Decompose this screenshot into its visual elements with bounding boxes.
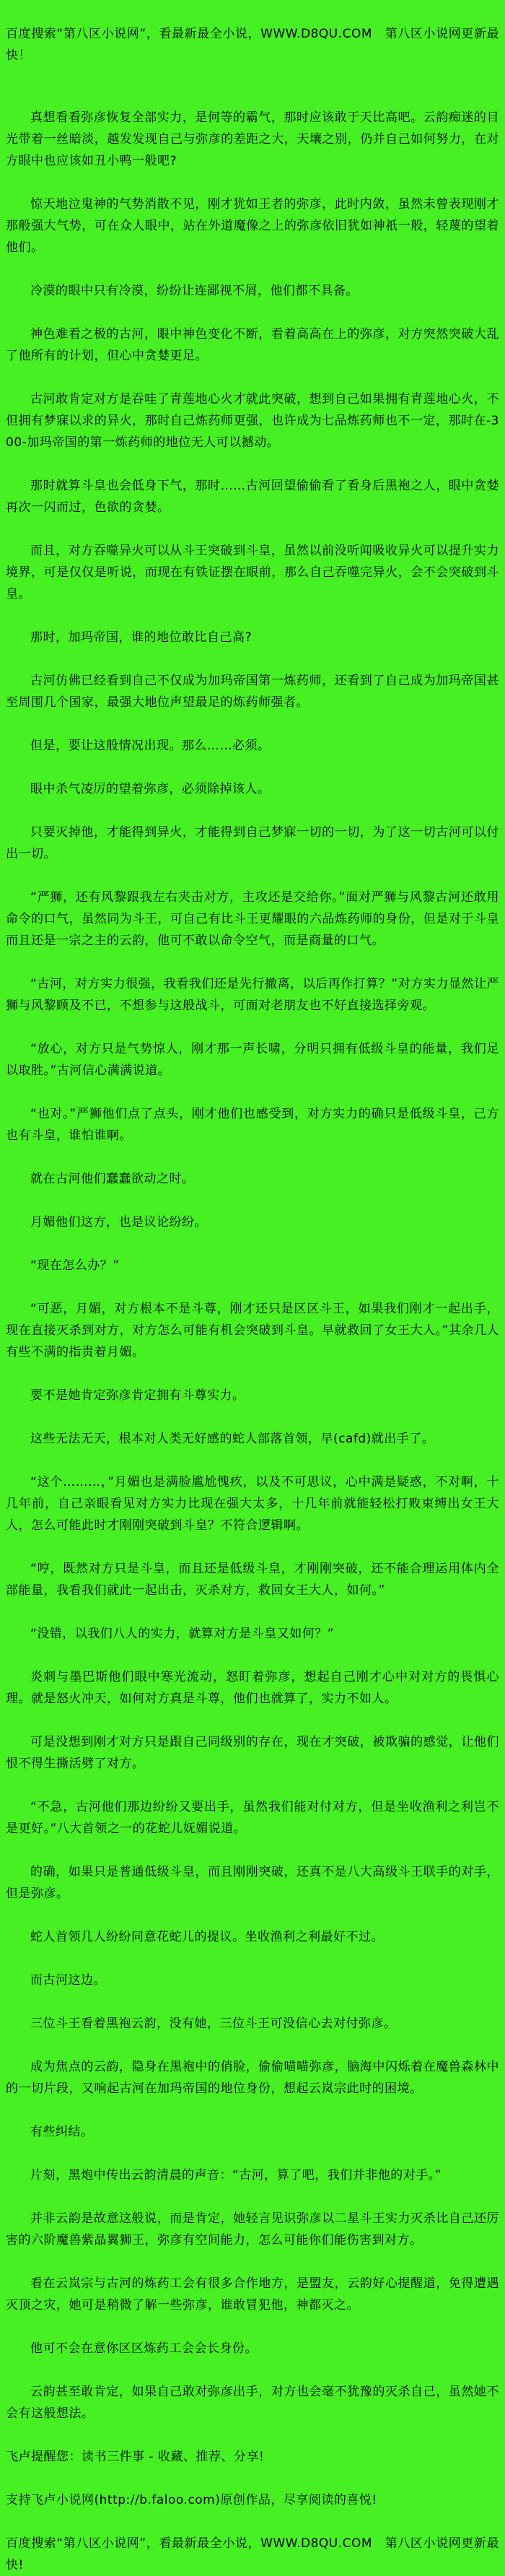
novel-paragraph: 那时就算斗皇也会低身下气，那时……古河回望偷偷看了看身后黑袍之人，眼中贪婪再次一闪而过，色欲的贪婪。 bbox=[6, 479, 499, 515]
novel-paragraph: 云韵甚至敢肯定，如果自己敢对弥彦出手，对方也会毫不犹豫的灭杀自己，虽然她不会有这般想法。 bbox=[6, 2385, 499, 2421]
novel-paragraph: “这个………，”月媚也是满脸尴尬愧疚，以及不可思议，心中满是疑惑，不对啊，十几年前，自己亲眼看见对方实力比现在强大太多，十几年前就能轻松打败束缚出女王大人，怎么可能此时才刚刚突破到斗皇？不符合逻辑啊。 bbox=[6, 1475, 499, 1533]
novel-paragraph: 而古河这边。 bbox=[30, 1973, 106, 1988]
novel-paragraph: 惊天地泣鬼神的气势消散不见，刚才犹如王者的弥彦，此时内敛，虽然未曾表现刚才那般强大气势，可在众人眼中，站在外道魔像之上的弥彦依旧犹如神祇一般，轻蔑的望着他们。 bbox=[6, 197, 499, 255]
novel-paragraph: 他可不会在意你区区炼药工会会长身份。 bbox=[30, 2341, 258, 2356]
novel-paragraph: “不急，古河他们那边纷纷又要出手，虽然我们能对付对方，但是坐收渔利之利岂不是更好。”八大首领之一的花蛇儿妩媚说道。 bbox=[6, 1800, 499, 1836]
novel-paragraph: “放心，对方只是气势惊人，刚才那一声长啸，分明只拥有低级斗皇的能量，我们足以取胜。”古河信心满满说道。 bbox=[6, 1042, 499, 1078]
footer-promo-line: 飞卢提醒您：读书三件事 - 收藏、推荐、分享! bbox=[6, 2450, 265, 2464]
novel-paragraph: “没错，以我们八人的实力，就算对方是斗皇又如何？” bbox=[30, 1627, 335, 1641]
novel-paragraph: 炎刺与墨巴斯他们眼中寒光流动，怒盯着弥彦，想起自己刚才心中对对方的畏惧心理。就是怒火冲天，如何对方真是斗尊，他们也就算了，实力不如人。 bbox=[6, 1670, 499, 1706]
novel-paragraph: 这些无法无天，根本对人类无好感的蛇人部落首领，早(cafd)就出手了。 bbox=[30, 1432, 435, 1446]
novel-paragraph: 并非云韵是故意这般说，而是肯定，她轻言见识弥彦以二星斗王实力灭杀比自己还厉害的六阶魔兽紫晶翼狮王，弥彦有空间能力，怎么可能你们能伤害到对方。 bbox=[6, 2211, 499, 2248]
novel-paragraph: 蛇人首领几人纷纷同意花蛇儿的提议。坐收渔利之利最好不过。 bbox=[30, 1930, 384, 1944]
novel-paragraph: 的确，如果只是普通低级斗皇，而且刚刚突破，还真不是八大高级斗王联手的对手，但是弥彦。 bbox=[6, 1865, 499, 1901]
novel-paragraph: 只要灭掉他，才能得到异火，才能得到自己梦寐一切的一切，为了这一切古河可以付出一切。 bbox=[6, 825, 499, 861]
novel-paragraph: 冷漠的眼中只有冷漠，纷纷让连鄙视不屑，他们都不具备。 bbox=[30, 284, 359, 298]
novel-paragraph: 有些纠结。 bbox=[30, 2125, 94, 2139]
novel-body-text bbox=[6, 107, 499, 2424]
novel-paragraph: “哼，既然对方只是斗皇，而且还是低级斗皇，才刚刚突破，还不能合理运用体内全部能量，我看我们就此一起出击，灭杀对方，救回女王大人，如何。” bbox=[6, 1562, 499, 1598]
novel-paragraph: 三位斗王看着黑袍云韵，没有她，三位斗王可没信心去对付弥彦。 bbox=[30, 2016, 397, 2031]
novel-paragraph: 要不是她肯定弥彦肯定拥有斗尊实力。 bbox=[30, 1388, 245, 1403]
novel-paragraph: 但是，要让这般情况出现。那么……必须。 bbox=[30, 739, 271, 753]
novel-paragraph: 可是没想到刚才对方只是跟自己同级别的存在，现在才突破，被欺骗的感觉，让他们恨不得生撕活劈了对方。 bbox=[6, 1735, 499, 1771]
novel-paragraph: 月媚他们这方，也是议论纷纷。 bbox=[30, 1215, 207, 1230]
novel-paragraph: 成为焦点的云韵，隐身在黑袍中的俏脸，偷偷喵喵弥彦，脑海中闪烁着在魔兽森林中的一切片段，又响起古河在加玛帝国的地位身份，想起云岚宗此时的困境。 bbox=[6, 2060, 499, 2096]
novel-paragraph: 真想看看弥彦恢复全部实力，是何等的霸气，那时应该敢于天比高吧。云韵痴迷的目光带着一丝暗淡，越发发现自己与弥彦的差距之大，天壤之别，仍并自己如何努力，在对方眼中也应该如丑小鸭一般吧? bbox=[6, 110, 499, 168]
novel-paragraph: 那时，加玛帝国，谁的地位敢比自己高? bbox=[30, 630, 252, 645]
novel-paragraph: “古河，对方实力很强，我看我们还是先行撤离，以后再作打算？”对方实力显然让严狮与风黎顾及不已，不想参与这般战斗，可面对老朋友也不好直接选择旁观。 bbox=[6, 977, 499, 1013]
novel-paragraph: “也对。”严狮他们点了点头，刚才他们也感受到，对方实力的确只是低级斗皇，己方也有斗皇，谁怕谁啊。 bbox=[6, 1107, 499, 1143]
header-promo-text: 百度搜索“第八区小说网”，看最新最全小说，WWW.D8QU.COM 第八区小说网更新最快！ bbox=[6, 27, 499, 63]
novel-paragraph: “严狮，还有风黎跟我左右夹击对方，主攻还是交给你。”面对严狮与风黎古河还敢用命令的口气，虽然同为斗王，可自己有比斗王更耀眼的六品炼药师的身份，但是对于斗皇而且还是一宗之主的云韵，他可不敢以命令空气，而是商量的口气。 bbox=[6, 890, 499, 948]
novel-paragraph: 看在云岚宗与古河的炼药工会有很多合作地方，是盟友，云韵好心提醒道，免得遭遇灭顶之灾，她可是稍微了解一些弥彦，谁敢冒犯他，神都灭之。 bbox=[6, 2276, 499, 2312]
novel-paragraph: 而且，对方吞噬异火可以从斗王突破到斗皇，虽然以前没听闻吸收异火可以提升实力境界，可是仅仅是听说，而现在有铁证摆在眼前，那么自己吞噬完异火，会不会突破到斗皇。 bbox=[6, 544, 499, 601]
novel-paragraph: 眼中杀气凌厉的望着弥彦，必须除掉该人。 bbox=[30, 782, 271, 796]
footer bbox=[6, 2446, 499, 2576]
novel-paragraph: “可恶，月媚，对方根本不是斗尊，刚才还只是区区斗王，如果我们刚才一起出手，现在直接灭杀到对方，对方怎么可能有机会突破到斗皇。早就救回了女王大人。”其余几人有些不满的指责着月媚。 bbox=[6, 1302, 499, 1359]
novel-paragraph: 古河仿佛已经看到自己不仅成为加玛帝国第一炼药师，还看到了自己成为加玛帝国甚至周围几个国家，最强大地位声望最足的炼药师强者。 bbox=[6, 674, 499, 710]
novel-paragraph: 神色难看之极的古河，眼中神色变化不断，看着高高在上的弥彦，对方突然突破大乱了他所有的计划，但心中贪婪更足。 bbox=[6, 327, 499, 363]
novel-paragraph: 古河敢肯定对方是吞哇了青莲地心火才就此突破，想到自己如果拥有青莲地心火，不但拥有梦寐以求的异火，那时自己炼药师更强，也许成为七品炼药师也不一定，那时在-300-加玛帝国的第一炼药师的地位无人可以撼动。 bbox=[6, 392, 499, 450]
footer-promo-line: 百度搜索“第八区小说网”，看最新最全小说，WWW.D8QU.COM 第八区小说网更新最快! bbox=[6, 2536, 499, 2572]
novel-paragraph: 片刻，黑炮中传出云韵清晨的声音：“古河，算了吧，我们并非他的对手。” bbox=[30, 2168, 442, 2183]
footer-promo-line: 支持飞卢小说网(http://b.faloo.com)原创作品，尽享阅读的喜悦! bbox=[6, 2493, 377, 2507]
novel-paragraph: 就在古河他们蠢蠢欲动之时。 bbox=[30, 1172, 195, 1186]
novel-paragraph: “现在怎么办？” bbox=[30, 1258, 120, 1273]
